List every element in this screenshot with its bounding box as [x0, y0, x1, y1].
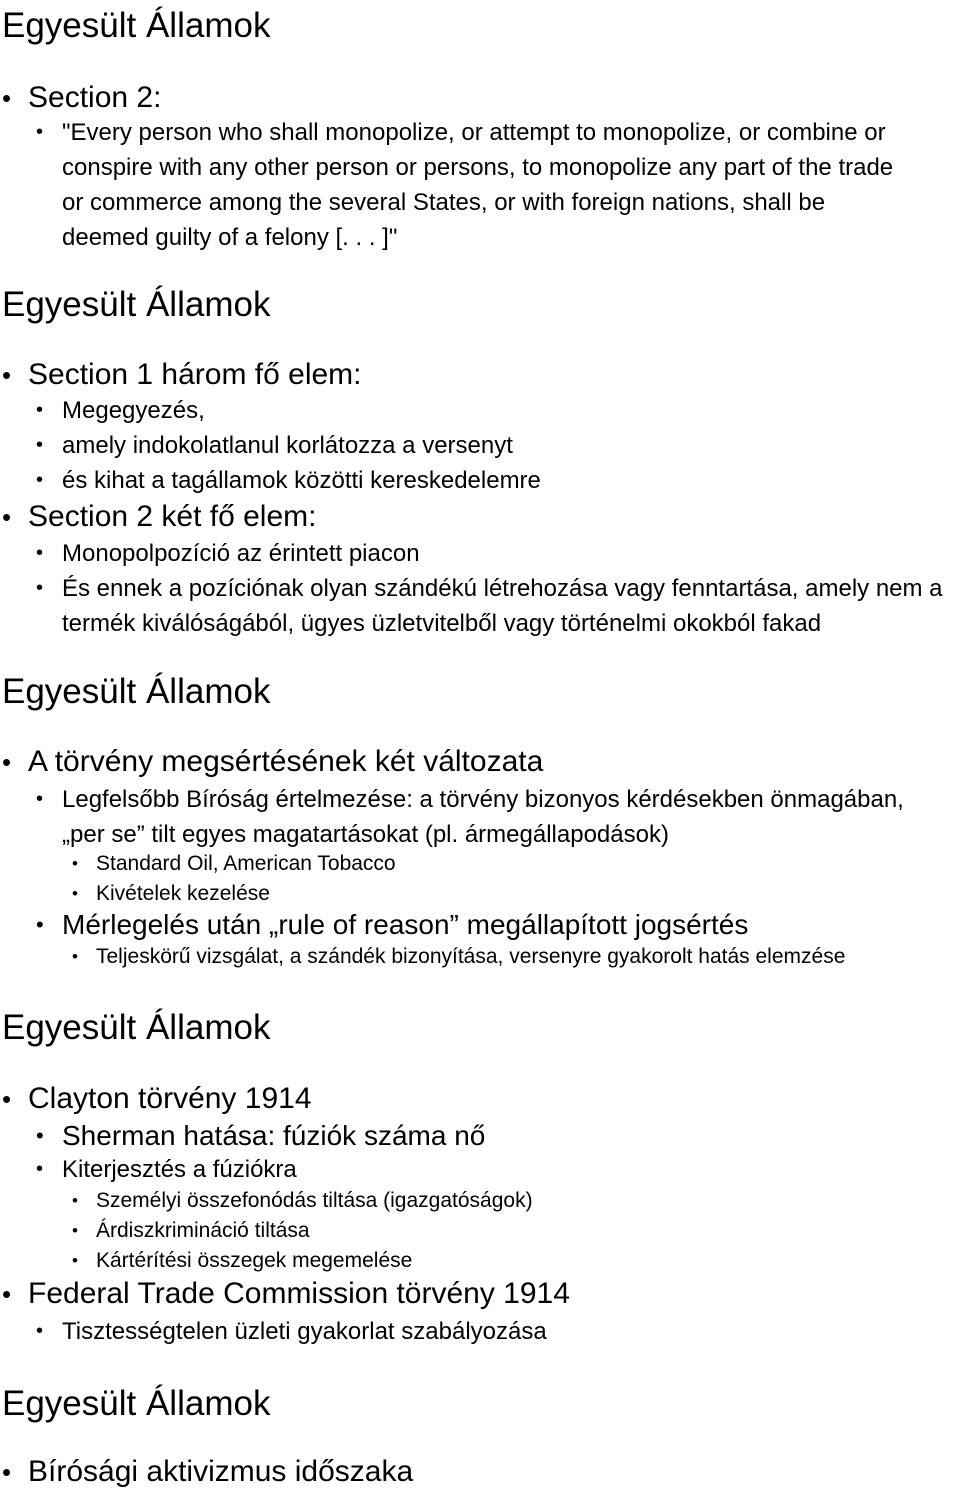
- bullet-level2: [36, 463, 541, 498]
- bullet-dot-icon: •: [2, 1084, 12, 1114]
- bullet-text: A törvény megsértésének két változata: [28, 745, 544, 778]
- bullet-level2: [36, 115, 916, 255]
- bullet-level1: [2, 499, 317, 535]
- bullet-dot-icon: •: [2, 747, 12, 777]
- bullet-dot-icon: •: [72, 1251, 78, 1270]
- bullet-dot-icon: •: [72, 947, 78, 966]
- bullet-dot-icon: •: [36, 1158, 44, 1180]
- bullet-level2: [36, 1118, 485, 1154]
- slide-title: Egyesült Államok: [2, 672, 271, 711]
- bullet-level3: [72, 1216, 310, 1246]
- bullet-level1: [2, 1081, 312, 1117]
- bullet-text: Kártérítési összegek megemelése: [96, 1249, 413, 1272]
- bullet-dot-icon: •: [72, 1221, 78, 1240]
- bullet-level3: [72, 1246, 412, 1276]
- bullet-level3: [72, 1186, 533, 1216]
- bullet-dot-icon: •: [36, 399, 44, 421]
- bullet-dot-icon: •: [36, 434, 44, 456]
- bullet-text: és kihat a tagállamok közötti kereskedelemre: [62, 467, 541, 494]
- bullet-text: És ennek a pozíciónak olyan szándékú létrehozása vagy fenntartása, amely nem a termék kiválóságából, ügyes üzletvitelből vagy történelmi okokból fakad: [62, 575, 943, 637]
- bullet-text: Bírósági aktivizmus időszaka: [28, 1455, 414, 1488]
- bullet-text: amely indokolatlanul korlátozza a versenyt: [62, 432, 513, 459]
- bullet-level2: [36, 428, 513, 463]
- bullet-level2: [36, 782, 936, 852]
- bullet-level1: [2, 80, 161, 116]
- bullet-dot-icon: •: [2, 360, 12, 390]
- slide-title: Egyesült Államok: [2, 6, 271, 45]
- bullet-text: "Every person who shall monopolize, or attempt to monopolize, or combine or conspire with any other person or persons, to monopolize any part of the trade or commerce among the several States, or with foreign nations, shall be deemed guilty of a felony [. . . ]": [62, 119, 894, 251]
- bullet-level2: [36, 571, 956, 641]
- bullet-dot-icon: •: [36, 121, 44, 143]
- bullet-level1: [2, 1276, 570, 1312]
- bullet-level2: [36, 393, 205, 428]
- bullet-text: Árdiszkrimináció tiltása: [96, 1219, 310, 1242]
- bullet-level1: [2, 357, 362, 393]
- bullet-dot-icon: •: [72, 884, 78, 903]
- bullet-level3: [72, 849, 396, 879]
- bullet-text: Mérlegelés után „rule of reason” megállapított jogsértés: [62, 909, 749, 940]
- bullet-dot-icon: •: [36, 542, 44, 564]
- bullet-dot-icon: •: [36, 1123, 44, 1148]
- bullet-text: Megegyezés,: [62, 397, 205, 424]
- slide-title: Egyesült Államok: [2, 285, 271, 324]
- bullet-text: Teljeskörű vizsgálat, a szándék bizonyítása, versenyre gyakorolt hatás elemzése: [96, 945, 846, 968]
- bullet-level3: [72, 942, 845, 972]
- bullet-level3: [72, 879, 270, 909]
- bullet-text: Személyi összefonódás tiltása (igazgatóságok): [96, 1189, 533, 1212]
- bullet-dot-icon: •: [72, 854, 78, 873]
- bullet-level2: [36, 907, 748, 943]
- bullet-level1: [2, 744, 543, 780]
- bullet-level2: [36, 1152, 297, 1187]
- slide-title: Egyesült Államok: [2, 1008, 271, 1047]
- bullet-dot-icon: •: [72, 1191, 78, 1210]
- bullet-text: Section 2 két fő elem:: [28, 500, 317, 533]
- bullet-text: Section 1 három fő elem:: [28, 358, 362, 391]
- bullet-text: Sherman hatása: fúziók száma nő: [62, 1120, 486, 1151]
- bullet-dot-icon: •: [2, 1457, 12, 1487]
- bullet-text: Federal Trade Commission törvény 1914: [28, 1277, 570, 1310]
- slide-title: Egyesült Államok: [2, 1384, 271, 1423]
- bullet-dot-icon: •: [36, 1320, 44, 1342]
- bullet-dot-icon: •: [2, 502, 12, 532]
- bullet-text: Tisztességtelen üzleti gyakorlat szabályozása: [62, 1318, 547, 1345]
- bullet-text: Section 2:: [28, 81, 162, 114]
- bullet-dot-icon: •: [36, 788, 44, 810]
- bullet-text: Kiterjesztés a fúziókra: [62, 1156, 297, 1183]
- bullet-dot-icon: •: [2, 83, 12, 113]
- bullet-level2: [36, 1314, 547, 1349]
- bullet-text: Kivételek kezelése: [96, 882, 270, 905]
- bullet-text: Monopolpozíció az érintett piacon: [62, 540, 420, 567]
- bullet-level1: [2, 1454, 413, 1490]
- bullet-text: Clayton törvény 1914: [28, 1082, 312, 1115]
- bullet-dot-icon: •: [36, 469, 44, 491]
- bullet-text: Legfelsőbb Bíróság értelmezése: a törvény bizonyos kérdésekben önmagában, „per se” tilt egyes magatartásokat (pl. ármegállapodások): [62, 786, 904, 848]
- bullet-dot-icon: •: [2, 1279, 12, 1309]
- bullet-dot-icon: •: [36, 577, 44, 599]
- bullet-dot-icon: •: [36, 912, 44, 937]
- bullet-text: Standard Oil, American Tobacco: [96, 852, 396, 875]
- bullet-level2: [36, 536, 420, 571]
